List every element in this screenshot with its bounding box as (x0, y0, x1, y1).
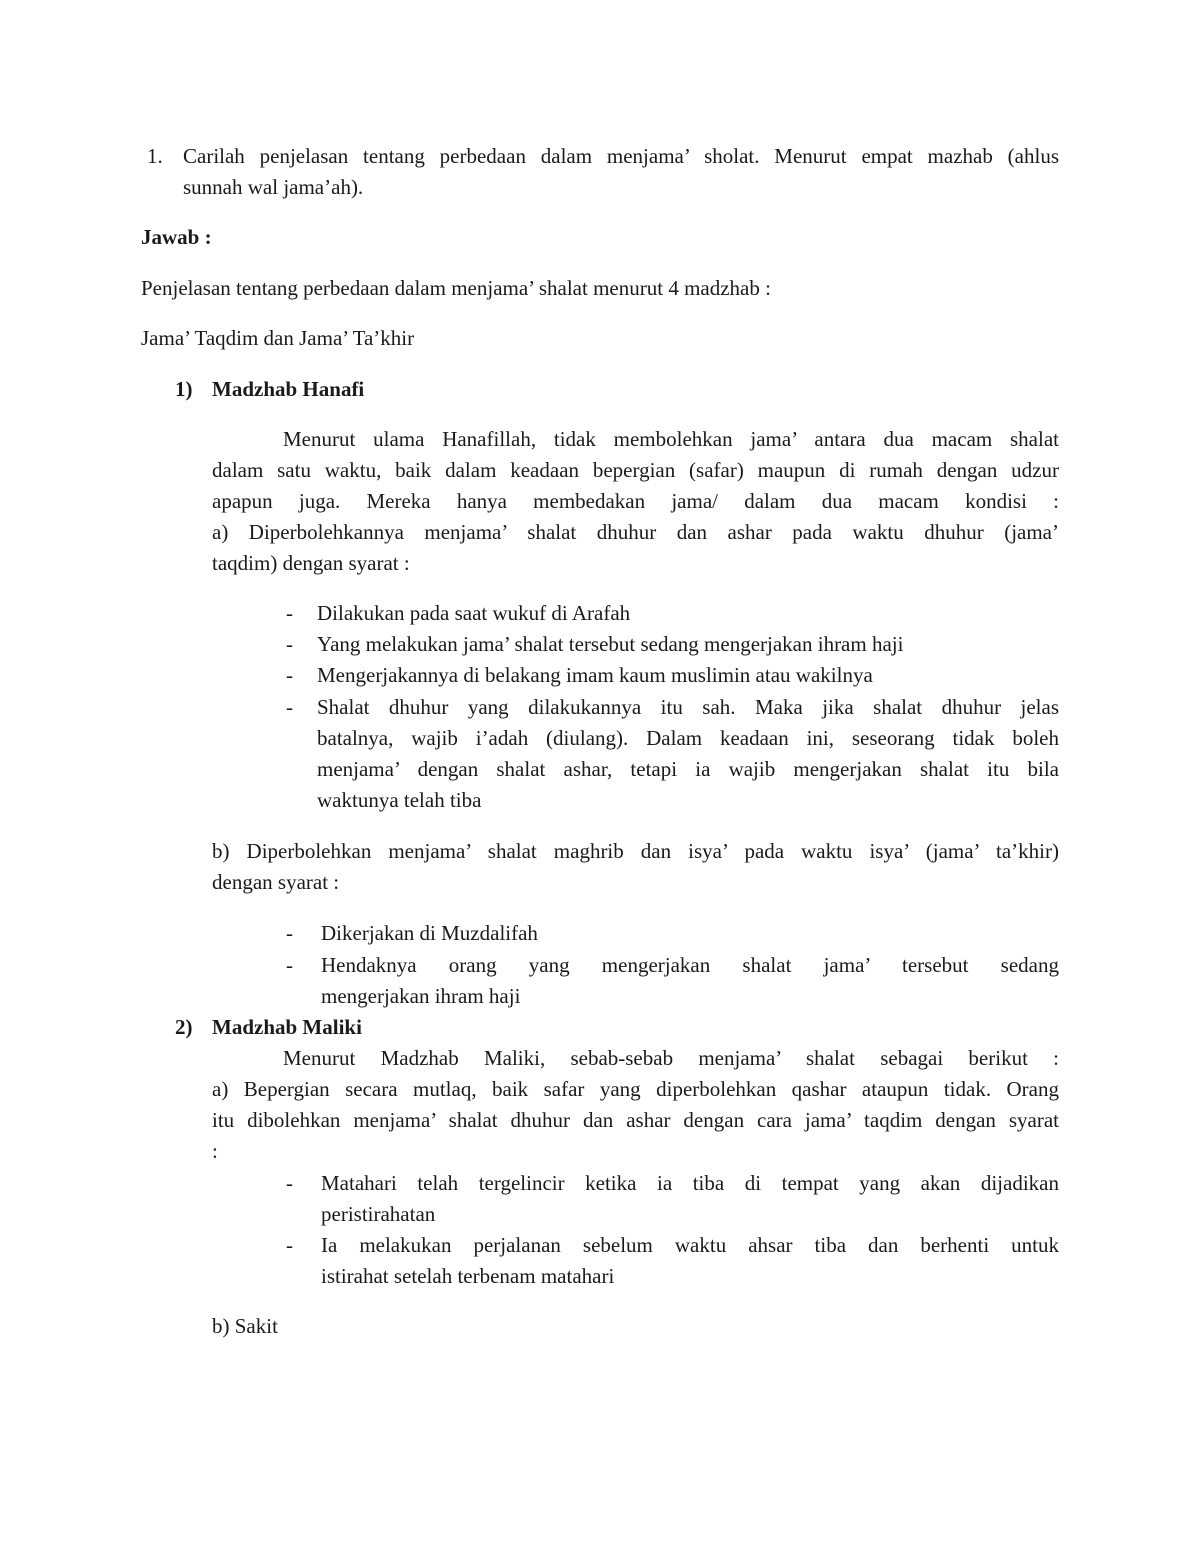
maliki-heading: Madzhab Maliki (212, 1015, 362, 1039)
subtitle-text: Jama’ Taqdim dan Jama’ Ta’khir (141, 326, 415, 350)
hanafi-para-line-5: taqdim) dengan syarat : (212, 551, 410, 575)
maliki-list-a-item-2-line-1: Ia melakukan perjalanan sebelum waktu ahsar tiba dan berhenti untuk (321, 1233, 1059, 1257)
hanafi-para-line-2: dalam satu waktu, baik dalam keadaan bepergian (safar) maupun di rumah dengan udzur (212, 458, 1059, 482)
list-dash: - (286, 695, 293, 719)
hanafi-list-b-item-2-line-1: Hendaknya orang yang mengerjakan shalat jama’ tersebut sedang (321, 953, 1059, 977)
hanafi-list-a-item-4-line-2: batalnya, wajib i’adah (diulang). Dalam keadaan ini, seseorang tidak boleh (317, 726, 1059, 750)
list-dash: - (286, 632, 293, 656)
hanafi-list-b-item-1: Dikerjakan di Muzdalifah (321, 921, 538, 945)
hanafi-b-line-1: b) Diperbolehkan menjama’ shalat maghrib dan isya’ pada waktu isya’ (jama’ ta’khir) (212, 839, 1059, 863)
maliki-number: 2) (175, 1015, 193, 1039)
hanafi-heading: Madzhab Hanafi (212, 377, 365, 401)
maliki-b-label: b) Sakit (212, 1314, 278, 1338)
hanafi-b-line-2: dengan syarat : (212, 870, 340, 894)
hanafi-list-a-item-4-line-4: waktunya telah tiba (317, 788, 482, 812)
list-dash: - (286, 1171, 293, 1195)
maliki-para-line-1: Menurut Madzhab Maliki, sebab-sebab menjama’ shalat sebagai berikut : (283, 1046, 1059, 1070)
hanafi-list-a-item-2: Yang melakukan jama’ shalat tersebut sedang mengerjakan ihram haji (317, 632, 904, 656)
answer-label: Jawab : (141, 225, 212, 249)
maliki-para-line-2: a) Bepergian secara mutlaq, baik safar yang diperbolehkan qashar ataupun tidak. Orang (212, 1077, 1059, 1101)
hanafi-number: 1) (175, 377, 193, 401)
hanafi-para-line-3: apapun juga. Mereka hanya membedakan jama/ dalam dua macam kondisi : (212, 489, 1059, 513)
maliki-list-a-item-2-line-2: istirahat setelah terbenam matahari (321, 1264, 615, 1288)
list-dash: - (286, 663, 293, 687)
question-line-2: sunnah wal jama’ah). (183, 175, 364, 199)
maliki-list-a-item-1-line-1: Matahari telah tergelincir ketika ia tiba di tempat yang akan dijadikan (321, 1171, 1059, 1195)
hanafi-list-a-item-4-line-3: menjama’ dengan shalat ashar, tetapi ia wajib mengerjakan shalat itu bila (317, 757, 1059, 781)
hanafi-para-line-4: a) Diperbolehkannya menjama’ shalat dhuhur dan ashar pada waktu dhuhur (jama’ (212, 520, 1059, 544)
hanafi-list-b-item-2-line-2: mengerjakan ihram haji (321, 984, 521, 1008)
hanafi-list-a-item-3: Mengerjakannya di belakang imam kaum muslimin atau wakilnya (317, 663, 873, 687)
maliki-para-line-3: itu dibolehkan menjama’ shalat dhuhur dan ashar dengan cara jama’ taqdim dengan syarat (212, 1108, 1059, 1132)
list-dash: - (286, 1233, 293, 1257)
list-dash: - (286, 953, 293, 977)
question-line-1: Carilah penjelasan tentang perbedaan dalam menjama’ sholat. Menurut empat mazhab (ahlus (183, 144, 1059, 168)
hanafi-para-line-1: Menurut ulama Hanafillah, tidak membolehkan jama’ antara dua macam shalat (283, 427, 1059, 451)
question-number: 1. (147, 144, 163, 168)
maliki-para-line-4: : (212, 1139, 218, 1163)
intro-text: Penjelasan tentang perbedaan dalam menjama’ shalat menurut 4 madzhab : (141, 276, 771, 300)
maliki-list-a-item-1-line-2: peristirahatan (321, 1202, 436, 1226)
hanafi-list-a-item-4-line-1: Shalat dhuhur yang dilakukannya itu sah. Maka jika shalat dhuhur jelas (317, 695, 1059, 719)
list-dash: - (286, 921, 293, 945)
list-dash: - (286, 601, 293, 625)
hanafi-list-a-item-1: Dilakukan pada saat wukuf di Arafah (317, 601, 631, 625)
